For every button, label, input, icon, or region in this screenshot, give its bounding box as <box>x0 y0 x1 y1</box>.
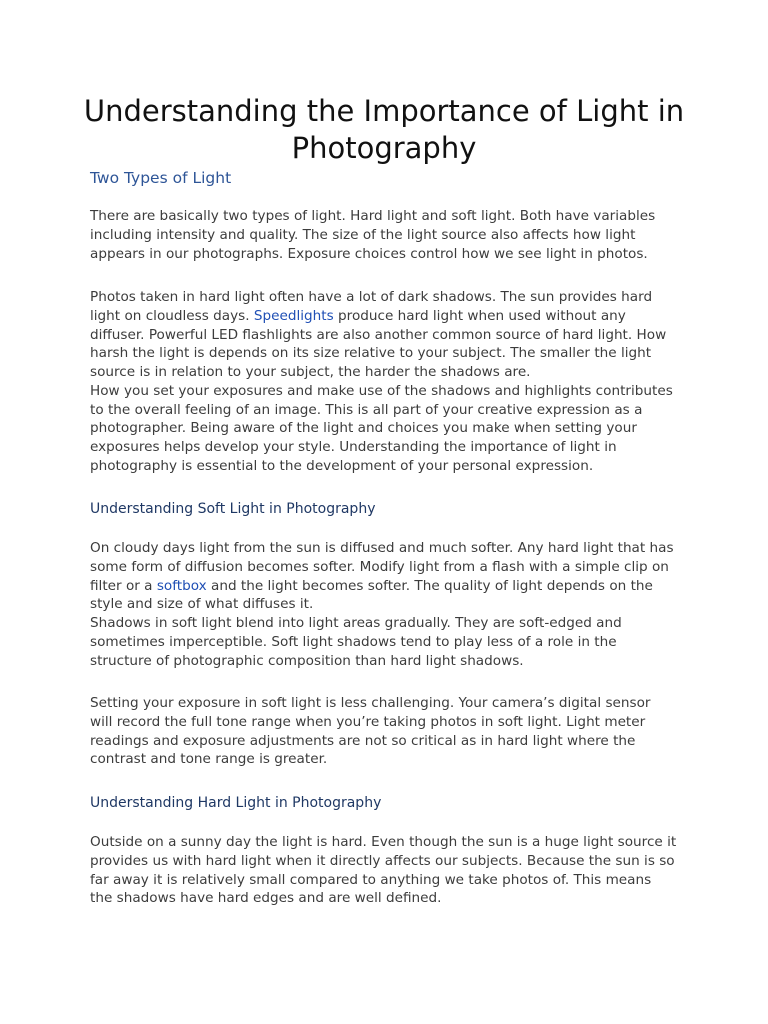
paragraph-two-types-intro <box>90 207 690 263</box>
text-line: source is in relation to your subject, the harder the shadows are. <box>90 364 531 380</box>
text-line: contrast and tone range is greater. <box>90 751 328 768</box>
text-line: structure of photographic composition than hard light shadows. <box>90 652 524 669</box>
text-line: How you set your exposures and make use of the shadows and highlights contributes <box>90 382 673 399</box>
text-line: will record the full tone range when you’re taking photos in soft light. Light meter <box>90 713 646 730</box>
text-segment: light on cloudless days. <box>90 307 254 324</box>
text-line: some form of diffusion becomes softer. Modify light from a flash with a simple clip on <box>90 558 669 575</box>
page-title-line: Photography <box>291 131 477 165</box>
text-line: readings and exposure adjustments are not so critical as in hard light where the <box>90 732 636 749</box>
text-line: Setting your exposure in soft light is less challenging. Your camera’s digital sensor <box>90 695 651 711</box>
text-line: far away it is relatively small compared to anything we take photos of. This means <box>90 871 652 888</box>
paragraph-soft-light-exposure <box>90 694 690 769</box>
text-line <box>90 577 690 596</box>
paragraph-soft-light <box>90 539 690 670</box>
text-line <box>90 307 690 326</box>
text-line: Outside on a sunny day the light is hard. Even though the sun is a huge light source it <box>90 834 677 850</box>
text-line: exposures helps develop your style. Understanding the importance of light in <box>90 439 617 455</box>
softbox-link[interactable]: softbox <box>156 577 207 594</box>
text-segment: filter or a <box>90 577 157 594</box>
paragraph-hard-light-intro <box>90 288 690 476</box>
text-line: photography is essential to the development of your personal expression. <box>90 457 594 474</box>
text-line: diffuser. Powerful LED flashlights are also another common source of hard light. How <box>90 326 667 343</box>
text-line: harsh the light is depends on its size relative to your subject. The smaller the light <box>90 345 652 362</box>
text-line: There are basically two types of light. Hard light and soft light. Both have variables <box>90 208 656 224</box>
section-heading-hard-light: Understanding Hard Light in Photography <box>90 795 382 811</box>
page-title-line: Understanding the Importance of Light in <box>83 94 685 128</box>
section-heading-two-types-of-light: Two Types of Light <box>90 169 232 187</box>
text-line: Shadows in soft light blend into light areas gradually. They are soft-edged and <box>90 615 622 631</box>
page-title <box>60 93 708 167</box>
text-line: the shadows have hard edges and are well defined. <box>90 890 442 907</box>
text-line: photographer. Being aware of the light and choices you make when setting your <box>90 420 637 437</box>
text-line: Photos taken in hard light often have a lot of dark shadows. The sun provides hard <box>90 289 653 305</box>
text-line: to the overall feeling of an image. This is all part of your creative expression as a <box>90 401 643 418</box>
text-line: appears in our photographs. Exposure choices control how we see light in photos. <box>90 245 648 262</box>
text-line: provides us with hard light when it directly affects our subjects. Because the sun is so <box>90 852 675 869</box>
speedlights-link[interactable]: Speedlights <box>253 307 334 324</box>
text-line: sometimes imperceptible. Soft light shadows tend to play less of a role in the <box>90 633 617 650</box>
text-segment: produce hard light when used without any <box>333 307 626 324</box>
text-line: style and size of what diffuses it. <box>90 596 314 613</box>
text-line: On cloudy days light from the sun is diffused and much softer. Any hard light that has <box>90 540 674 556</box>
paragraph-hard-light <box>90 833 690 908</box>
text-segment: and the light becomes softer. The quality of light depends on the <box>206 577 653 594</box>
text-line: including intensity and quality. The size of the light source also affects how light <box>90 226 636 243</box>
section-heading-soft-light: Understanding Soft Light in Photography <box>90 501 376 517</box>
